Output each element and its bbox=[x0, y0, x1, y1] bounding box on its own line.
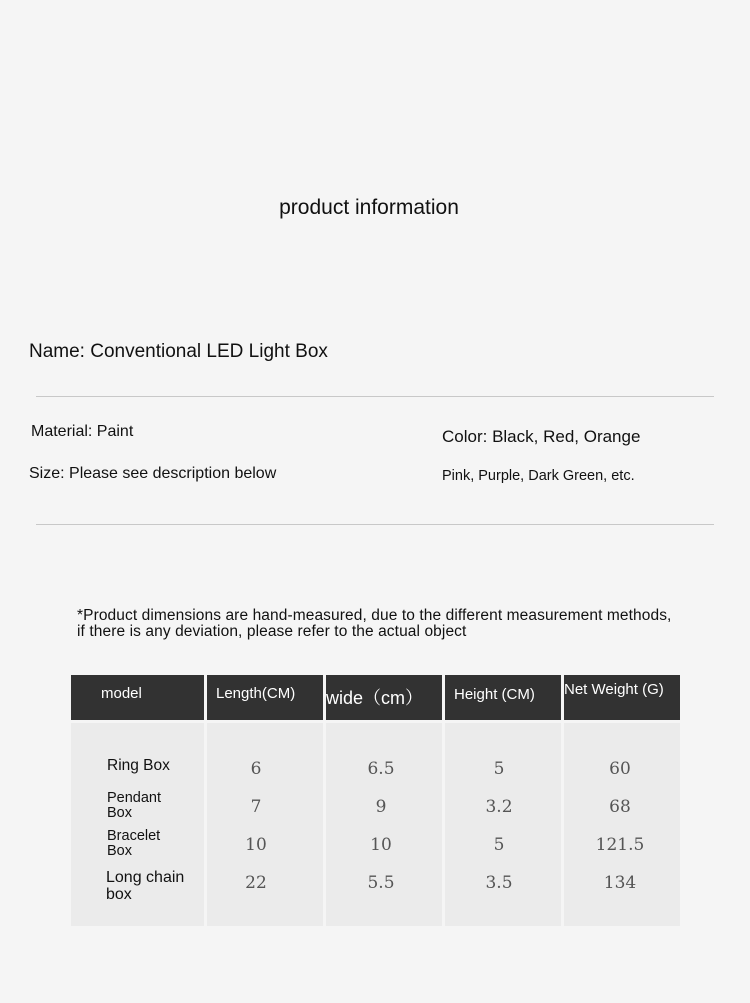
height-cell: 3.2 bbox=[485, 797, 513, 817]
page-title: product information bbox=[279, 196, 459, 219]
color-text-continued: Pink, Purple, Dark Green, etc. bbox=[442, 468, 635, 484]
model-cell: Pendant Box bbox=[107, 790, 162, 821]
column-wide bbox=[326, 723, 442, 926]
wide-cell: 9 bbox=[375, 797, 387, 817]
header-height: Height (CM) bbox=[445, 675, 561, 720]
weight-cell: 134 bbox=[603, 873, 637, 893]
height-cell: 5 bbox=[493, 835, 505, 855]
divider-top bbox=[36, 396, 714, 397]
header-net-weight: Net Weight (G) bbox=[564, 675, 680, 720]
wide-cell: 5.5 bbox=[367, 873, 395, 893]
model-cell: Long chain box bbox=[106, 869, 185, 903]
length-cell: 6 bbox=[250, 759, 262, 779]
header-wide: wide（cm） bbox=[326, 675, 442, 720]
weight-cell: 68 bbox=[609, 797, 631, 817]
length-cell: 22 bbox=[245, 873, 267, 893]
product-name: Name: Conventional LED Light Box bbox=[29, 341, 328, 362]
length-cell: 7 bbox=[250, 797, 262, 817]
wide-cell: 10 bbox=[370, 835, 392, 855]
column-height bbox=[445, 723, 561, 926]
material-text: Material: Paint bbox=[31, 423, 134, 440]
height-cell: 5 bbox=[493, 759, 505, 779]
height-cell: 3.5 bbox=[485, 873, 513, 893]
length-cell: 10 bbox=[245, 835, 267, 855]
measurement-note: *Product dimensions are hand-measured, due to the different measurement methods, if there is any deviation, please refer to the actual object bbox=[77, 607, 672, 640]
weight-cell: 121.5 bbox=[595, 835, 645, 855]
column-net-weight bbox=[564, 723, 680, 926]
model-cell: Ring Box bbox=[107, 757, 170, 774]
wide-cell: 6.5 bbox=[367, 759, 395, 779]
header-model: model bbox=[71, 675, 204, 720]
weight-cell: 60 bbox=[609, 759, 631, 779]
color-text: Color: Black, Red, Orange bbox=[442, 427, 641, 446]
column-length bbox=[207, 723, 323, 926]
size-text: Size: Please see description below bbox=[29, 465, 277, 482]
divider-bottom bbox=[36, 524, 714, 525]
header-length: Length(CM) bbox=[207, 675, 323, 720]
model-cell: Bracelet Box bbox=[107, 828, 161, 859]
